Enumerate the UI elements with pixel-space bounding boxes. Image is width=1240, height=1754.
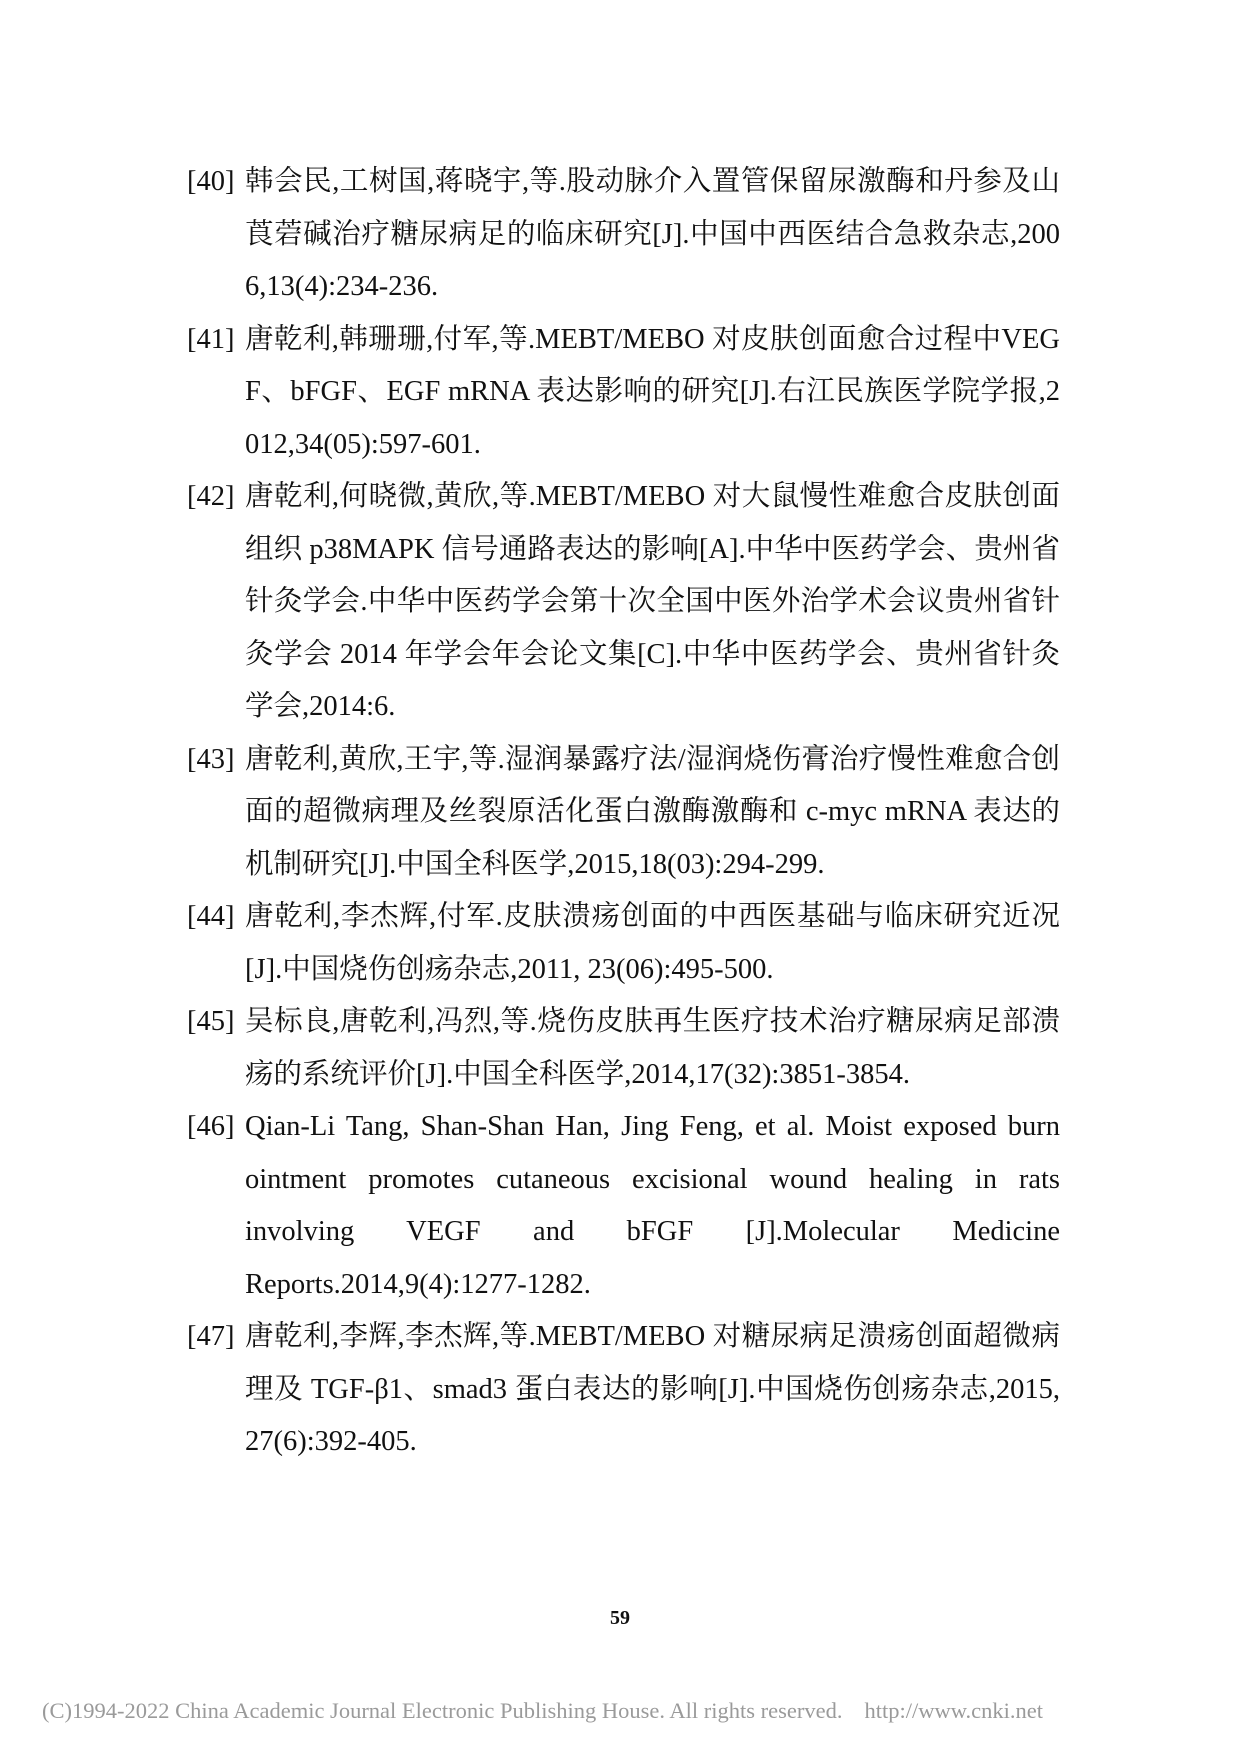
reference-item-42 bbox=[187, 471, 1060, 734]
reference-item-46 bbox=[187, 1101, 1060, 1311]
reference-text: 唐乾利,何晓微,黄欣,等.MEBT/MEBO 对大鼠慢性难愈合皮肤创面组织 p38MAPK 信号通路表达的影响[A].中华中医药学会、贵州省针灸学会.中华中医药学会第十次全国中医外治学术会议贵州省针灸学会 2014 年学会年会论文集[C].中华中医药学会、贵州省针灸学会,2014:6. bbox=[245, 481, 1060, 722]
reference-item-45 bbox=[187, 996, 1060, 1101]
reference-number: [45] bbox=[187, 1006, 235, 1037]
footer bbox=[42, 1698, 1043, 1724]
reference-number: [42] bbox=[187, 481, 235, 512]
reference-list bbox=[187, 156, 1060, 1469]
reference-number: [41] bbox=[187, 323, 235, 355]
reference-text: 唐乾利,李杰辉,付军.皮肤溃疡创面的中西医基础与临床研究近况[J].中国烧伤创疡杂志,2011, 23(06):495-500. bbox=[245, 901, 1060, 985]
reference-item-43 bbox=[187, 734, 1060, 892]
reference-text: 唐乾利,韩珊珊,付军,等.MEBT/MEBO 对皮肤创面愈合过程中VEGF、bFGF、EGF mRNA 表达影响的研究[J].右江民族医学院学报,2012,34(05):597-601. bbox=[245, 323, 1060, 460]
reference-text: 吴标良,唐乾利,冯烈,等.烧伤皮肤再生医疗技术治疗糖尿病足部溃疡的系统评价[J].中国全科医学,2014,17(32):3851-3854. bbox=[245, 1006, 1060, 1090]
copyright-notice: (C)1994-2022 China Academic Journal Electronic Publishing House. All rights reserved. bbox=[42, 1698, 843, 1723]
reference-text: 唐乾利,李辉,李杰辉,等.MEBT/MEBO 对糖尿病足溃疡创面超微病理及 TGF-β1、smad3 蛋白表达的影响[J].中国烧伤创疡杂志,2015,27(6):392-405. bbox=[245, 1321, 1060, 1457]
reference-text: 韩会民,工树国,蒋晓宇,等.股动脉介入置管保留尿激酶和丹参及山莨菪碱治疗糖尿病足的临床研究[J].中国中西医结合急救杂志,2006,13(4):234-236. bbox=[245, 166, 1060, 302]
reference-item-41 bbox=[187, 314, 1060, 472]
page-number: 59 bbox=[610, 1607, 630, 1629]
reference-number: [46] bbox=[187, 1111, 235, 1142]
reference-item-44 bbox=[187, 891, 1060, 996]
reference-number: [40] bbox=[187, 166, 235, 197]
reference-item-40 bbox=[187, 156, 1060, 314]
reference-number: [44] bbox=[187, 901, 235, 932]
reference-item-47 bbox=[187, 1311, 1060, 1469]
reference-text: 唐乾利,黄欣,王宇,等.湿润暴露疗法/湿润烧伤膏治疗慢性难愈合创面的超微病理及丝裂原活化蛋白激酶激酶和 c-myc mRNA 表达的机制研究[J].中国全科医学,2015,18(03):294-299. bbox=[245, 743, 1060, 880]
reference-number: [43] bbox=[187, 743, 235, 775]
reference-text: Qian-Li Tang, Shan-Shan Han, Jing Feng, et al. Moist exposed burn ointment promotes cutaneous excisional wound healing in rats involving VEGF and bFGF [J].Molecular Medicine Reports.2014,9(4):1277-1282. bbox=[245, 1111, 1060, 1300]
cnki-link[interactable]: http://www.cnki.net bbox=[864, 1698, 1044, 1723]
reference-number: [47] bbox=[187, 1321, 235, 1352]
